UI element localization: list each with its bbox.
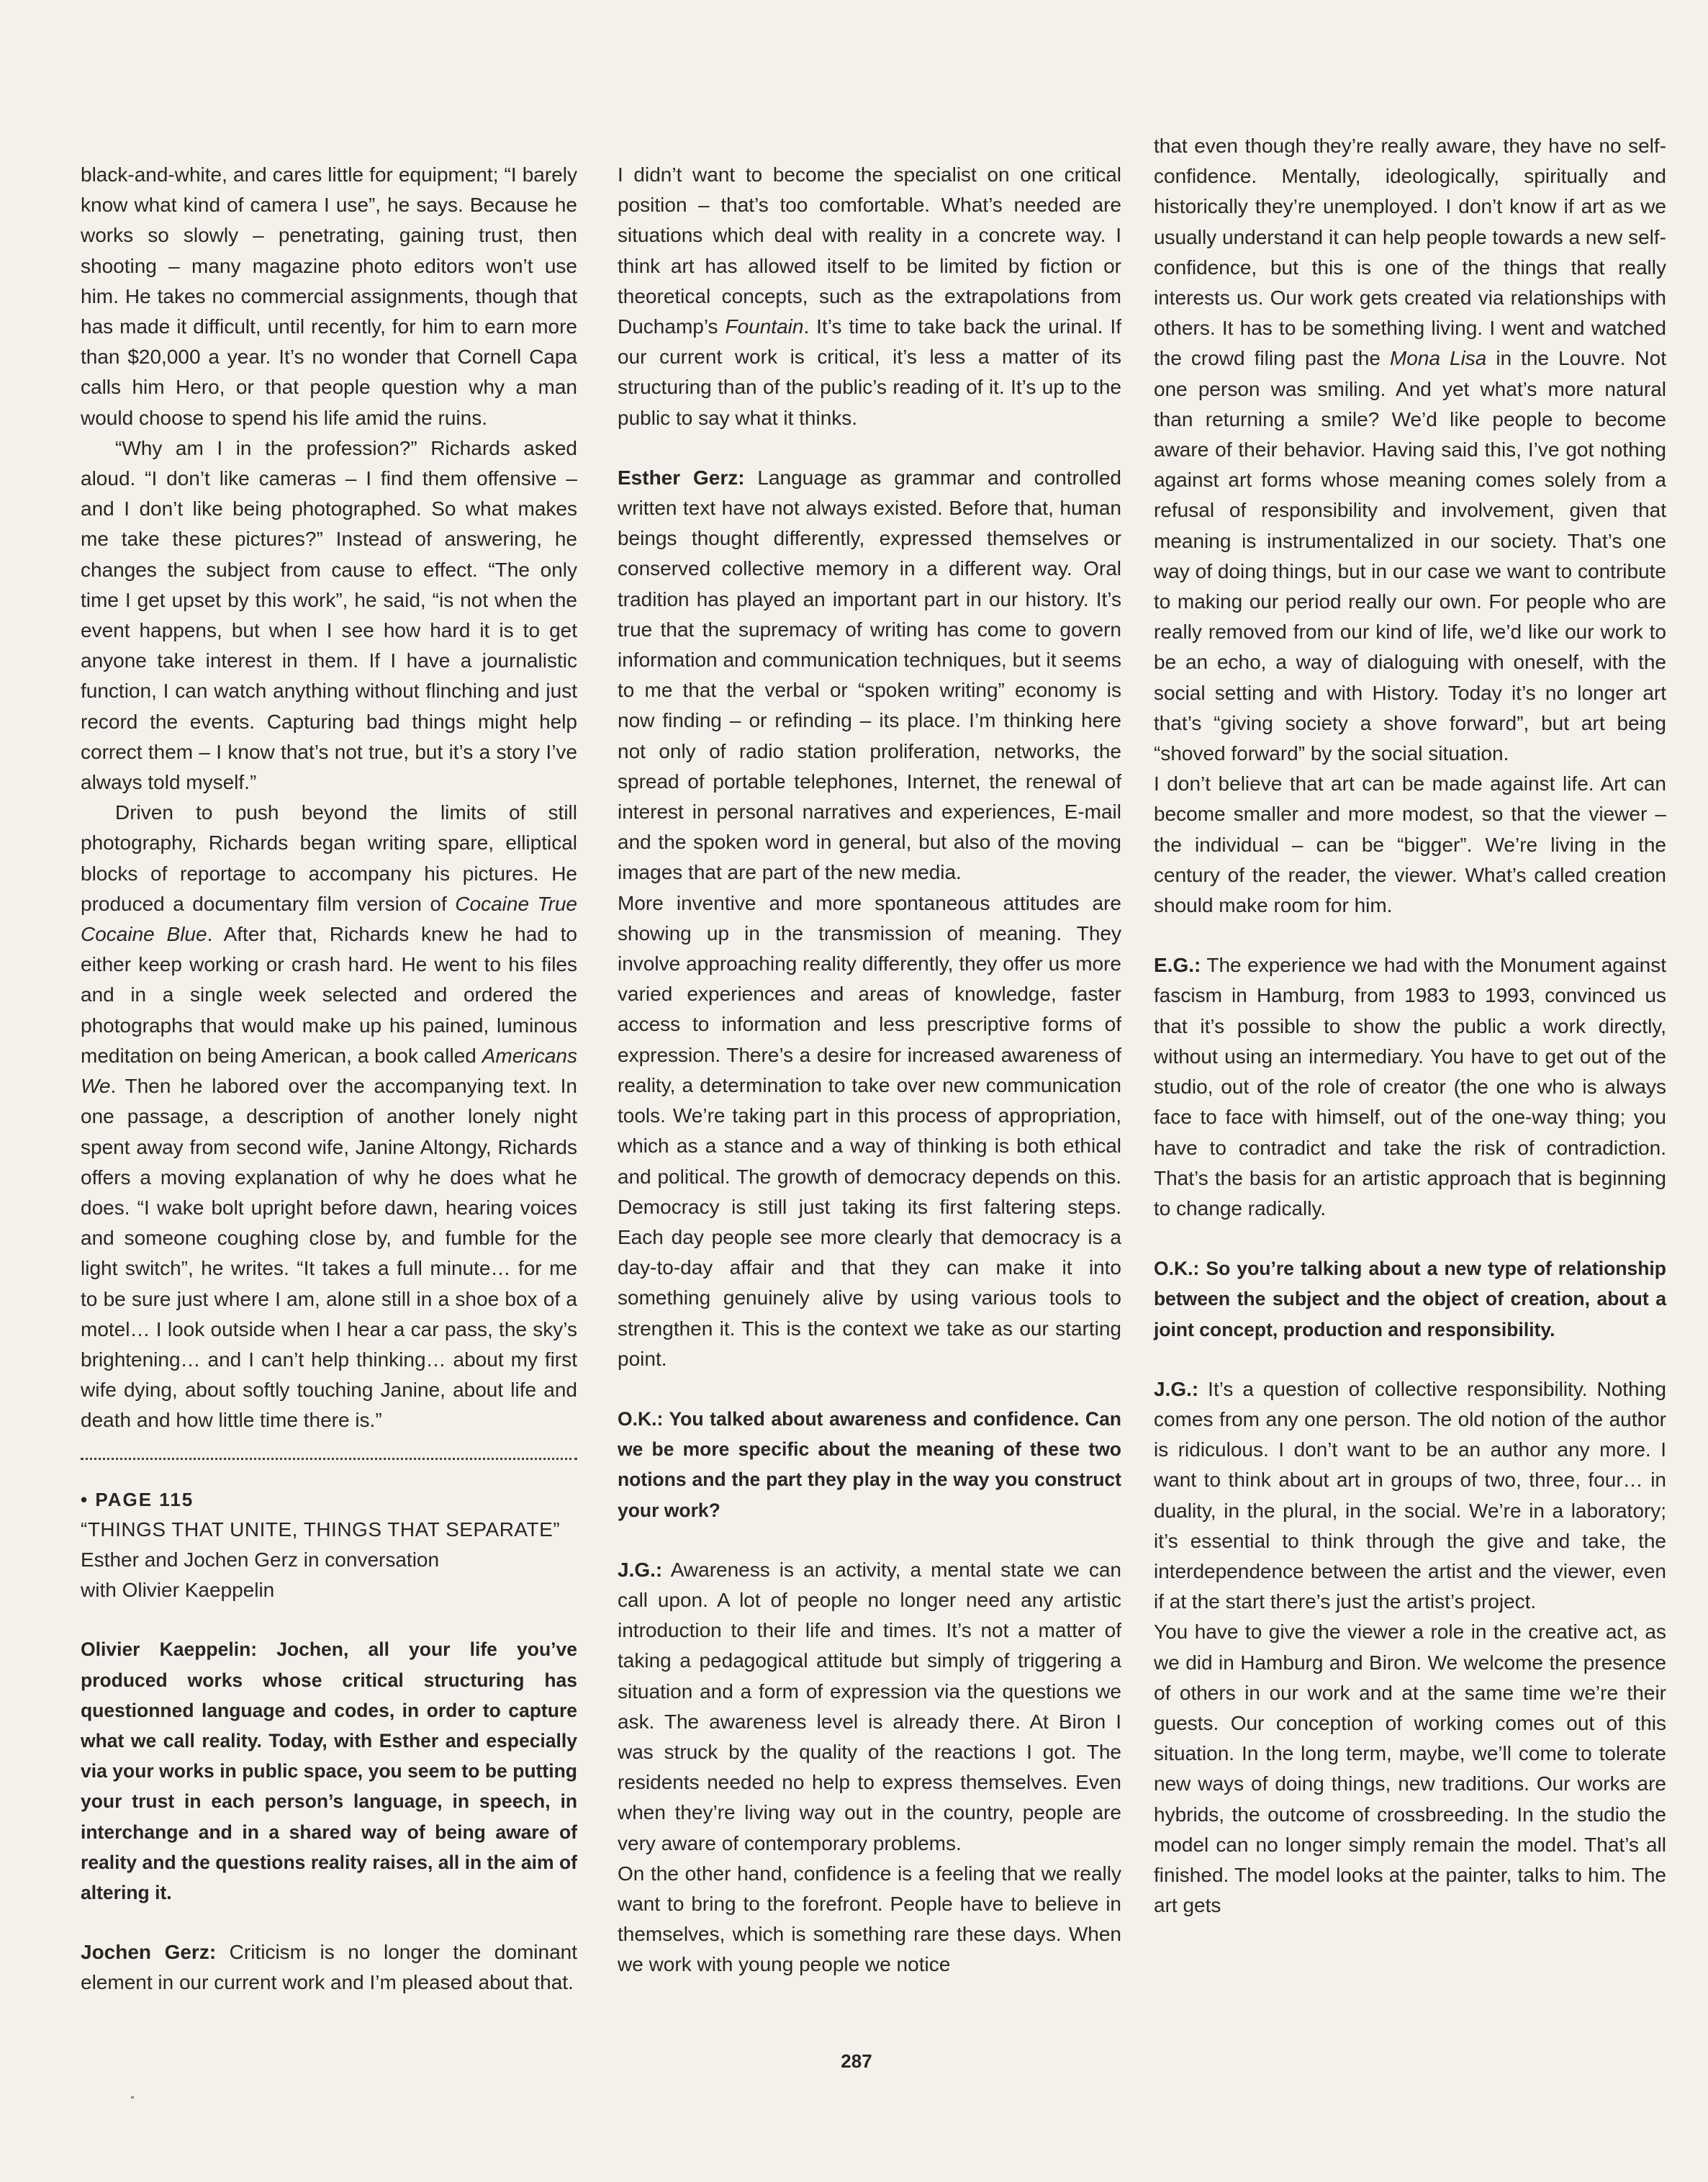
text-span: Driven to push beyond the limits of still photography, Richards began writing spare, elliptical blocks of reportage to accompany his pictures. He produced a documentary film version of [81, 801, 577, 915]
article-subtitle: with Olivier Kaeppelin [81, 1579, 275, 1602]
paragraph [618, 160, 1121, 433]
text-span: I didn’t want to become the specialist on one critical position – that’s too comfortable. What’s needed are situations which deal with reality in a concrete way. I think art has allowed itself to be limited by fiction or theoretical concepts, such as the extrapolations from Duchamp’s [618, 163, 1121, 338]
text-span: . Then he labored over the accompanying text. In one passage, a description of another lonely night spent away from second wife, Janine Altongy, Richards offers a moving explanation of why he does what he does. “I wake bolt upright before dawn, hearing voices and someone coughing close by, and fumble for the light switch”, he writes. “It takes a full minute… for me to be sure just where I am, alone still in a shoe box of a motel… I look outside when I hear a car pass, the sky’s brightening… and I can’t help thinking… about my first wife dying, about softly touching Janine, about life and death and how little time there is.” [81, 1075, 577, 1432]
interview-answer [1154, 950, 1666, 1224]
print-speck [131, 2096, 134, 2098]
paragraph [1154, 131, 1666, 769]
speaker-name: Esther Gerz: [618, 466, 745, 489]
speaker-name: J.G.: [1154, 1377, 1199, 1400]
column-right [1154, 131, 1666, 1921]
interview-question [81, 1634, 577, 1908]
column-left [81, 160, 577, 1998]
question-text: Jochen, all your life you’ve produced works whose critical structuring has questionned language and codes, in order to capture what we call reality. Today, with Esther and especially via your works in public space, you seem to be putting your trust in each person’s language, in speech, in interchange and in a shared way of being aware of reality and the questions reality raises, all in the aim of altering it. [81, 1638, 577, 1903]
speaker-name: E.G.: [1154, 954, 1201, 977]
artwork-title: Mona Lisa [1389, 347, 1487, 370]
page-reference: • PAGE 115 [81, 1488, 194, 1510]
paragraph: black-and-white, and cares little for equipment; “I barely know what kind of camera I use”, he says. Because he works so slowly – penetrating, gaining trust, then shooting – many magazine photo editors won’t use him. He takes no commercial assignments, though that has made it difficult, until recently, for him to earn more than $20,000 a year. It’s no wonder that Cornell Capa calls him Hero, or that people question why a man would choose to spend his life amid the ruins. [81, 163, 577, 429]
paragraph [81, 798, 577, 1435]
answer-text: Language as grammar and controlled written text have not always existed. Before that, human beings thought differently, expressed themselves or conserved collective memory in a different way. Oral tradition has played an important part in our history. It’s true that the supremacy of writing has come to govern information and communication techniques, but it seems to me that the verbal or “spoken writing” economy is now finding – or refinding – its place. I’m thinking here not only of radio station proliferation, networks, the spread of portable telephones, Internet, the renewal of interest in personal narratives and experiences, E-mail and the spoken word in general, but also of the moving images that are part of the new media. [618, 466, 1122, 884]
article-title: “THINGS THAT UNITE, THINGS THAT SEPARATE” [81, 1518, 561, 1541]
book-title: Cocaine True Cocaine Blue [81, 892, 577, 946]
text-span: . It’s time to take back the urinal. If our current work is critical, it’s less a matter of its structuring than of the public’s reading of it. It’s up to the public to say what it thinks. [618, 315, 1121, 429]
artwork-title: Fountain [725, 315, 804, 338]
paragraph: You have to give the viewer a role in the creative act, as we did in Hamburg and Biron. We welcome the presence of others in our work and at the same time we’re their guests. Our conception of working comes out of this situation. In the long term, maybe, we’ll come to tolerate new ways of doing things, new traditions. Our works are hybrids, the outcome of crossbreeding. In the studio the model can no longer simply remain the model. That’s all finished. The model looks at the painter, talks to him. The art gets [1154, 1620, 1666, 1917]
interview-question: O.K.: You talked about awareness and confidence. Can we be more specific about the meaning of these two notions and the part they play in the way you construct your work? [618, 1407, 1121, 1521]
text-span: . After that, Richards knew he had to either keep working or crash hard. He went to his files and in a single week selected and ordered the photographs that would make up his pained, luminous meditation on being American, a book called [81, 923, 577, 1067]
book-title: Americans We [81, 1044, 577, 1098]
article-heading [81, 1515, 577, 1606]
page-number: 287 [841, 2050, 872, 2072]
answer-text: It’s a question of collective responsibility. Nothing comes from any one person. The old notion of the author is ridiculous. I don’t want to be an author any more. I want to think about art in groups of two, three, four… in duality, in the plural, in the social. We’re in a laboratory; it’s essential to think through the give and take, the interdependence between the artist and the viewer, even if at the start there’s just the artist’s project. [1154, 1377, 1666, 1613]
speaker-name: J.G.: [618, 1558, 663, 1581]
paragraph: I don’t believe that art can be made against life. Art can become smaller and more modest, so that the viewer – the individual – can be “bigger”. We’re living in the century of the reader, the viewer. What’s called creation should make room for him. [1154, 772, 1666, 917]
answer-text: Awareness is an activity, a mental state we can call upon. A lot of people no longer need any artistic introduction to their life and times. It’s not a matter of taking a pedagogical attitude but simply of triggering a situation and a form of expression via the questions we ask. The awareness level is already there. At Biron I was struck by the quality of the reactions I got. The residents needed no help to express themselves. Even when they’re living way out in the country, people are very aware of contemporary problems. [618, 1558, 1121, 1854]
interview-question: O.K.: So you’re talking about a new type of relationship between the subject and the object of creation, about a joint concept, production and responsibility. [1154, 1258, 1666, 1340]
dotted-divider [81, 1458, 577, 1460]
interview-answer [618, 1555, 1121, 1859]
answer-text: The experience we had with the Monument against fascism in Hamburg, from 1983 to 1993, convinced us that it’s possible to show the public a work directly, without using an intermediary. You have to get out of the studio, out of the role of creator (the one who is always face to face with himself, out of the one-way thing; you have to contradict and take the risk of contradiction. That’s the basis for an artistic approach that is beginning to change radically. [1154, 954, 1666, 1220]
column-middle [618, 160, 1121, 1980]
speaker-name: Jochen Gerz: [81, 1941, 217, 1964]
interview-answer [618, 463, 1121, 888]
text-span: that even though they’re really aware, they have no self-confidence. Mentally, ideologically, spiritually and historically they’re unemployed. I don’t know if art as we usually understand it can help people towards a new self-confidence, but this is one of the things that really interests us. Our work gets created via relationships with others. It has to be something living. I went and watched the crowd filing past the [1154, 135, 1666, 370]
paragraph: More inventive and more spontaneous attitudes are showing up in the transmission of meaning. They involve approaching reality differently, they offer us more varied experiences and areas of knowledge, faster access to information and less prescriptive forms of expression. There’s a desire for increased awareness of reality, a determination to take over new communication tools. We’re taking part in this process of appropriation, which as a stance and a way of thinking is both ethical and political. The growth of democracy depends on this. Democracy is still just taking its first faltering steps. Each day people see more clearly that democracy is a day-to-day affair and that they can make it into something genuinely alive by using various tools to strengthen it. This is the context we take as our starting point. [618, 891, 1121, 1370]
text-span: in the Louvre. Not one person was smiling. And yet what’s more natural than returning a smile? We’d like people to become aware of their behavior. Having said this, I’ve got nothing against art forms whose meaning comes solely from a refusal of responsibility and involvement, given that meaning is instrumentalized in our society. That’s one way of doing things, but in our case we want to contribute to making our period really our own. For people who are really removed from our kind of life, we’d like our work to be an echo, a way of dialoguing with oneself, with the social setting and with History. Today it’s no longer art that’s “giving society a shove forward”, but art being “shoved forward” by the social situation. [1154, 347, 1666, 765]
article-subtitle: Esther and Jochen Gerz in conversation [81, 1548, 440, 1571]
answer-text: Criticism is no longer the dominant element in our current work and I’m pleased about that. [81, 1941, 577, 1994]
speaker-name: Olivier Kaeppelin: [81, 1638, 258, 1661]
paragraph: On the other hand, confidence is a feeling that we really want to bring to the forefront. People have to believe in themselves, which is something rare these days. When we work with young people we notice [618, 1862, 1121, 1976]
interview-answer [81, 1937, 577, 1998]
paragraph: “Why am I in the profession?” Richards asked aloud. “I don’t like cameras – I find them offensive – and I don’t like being photographed. So what makes me take these pictures?” Instead of answering, he changes the subject from cause to effect. “The only time I get upset by this work”, he said, “is not when the event happens, but when I see how hard it is to get anyone take interest in them. If I have a journalistic function, I can watch anything without flinching and just record the events. Capturing bad things might help correct them – I know that’s not true, but it’s a story I’ve always told myself.” [81, 436, 577, 794]
interview-answer [1154, 1374, 1666, 1618]
